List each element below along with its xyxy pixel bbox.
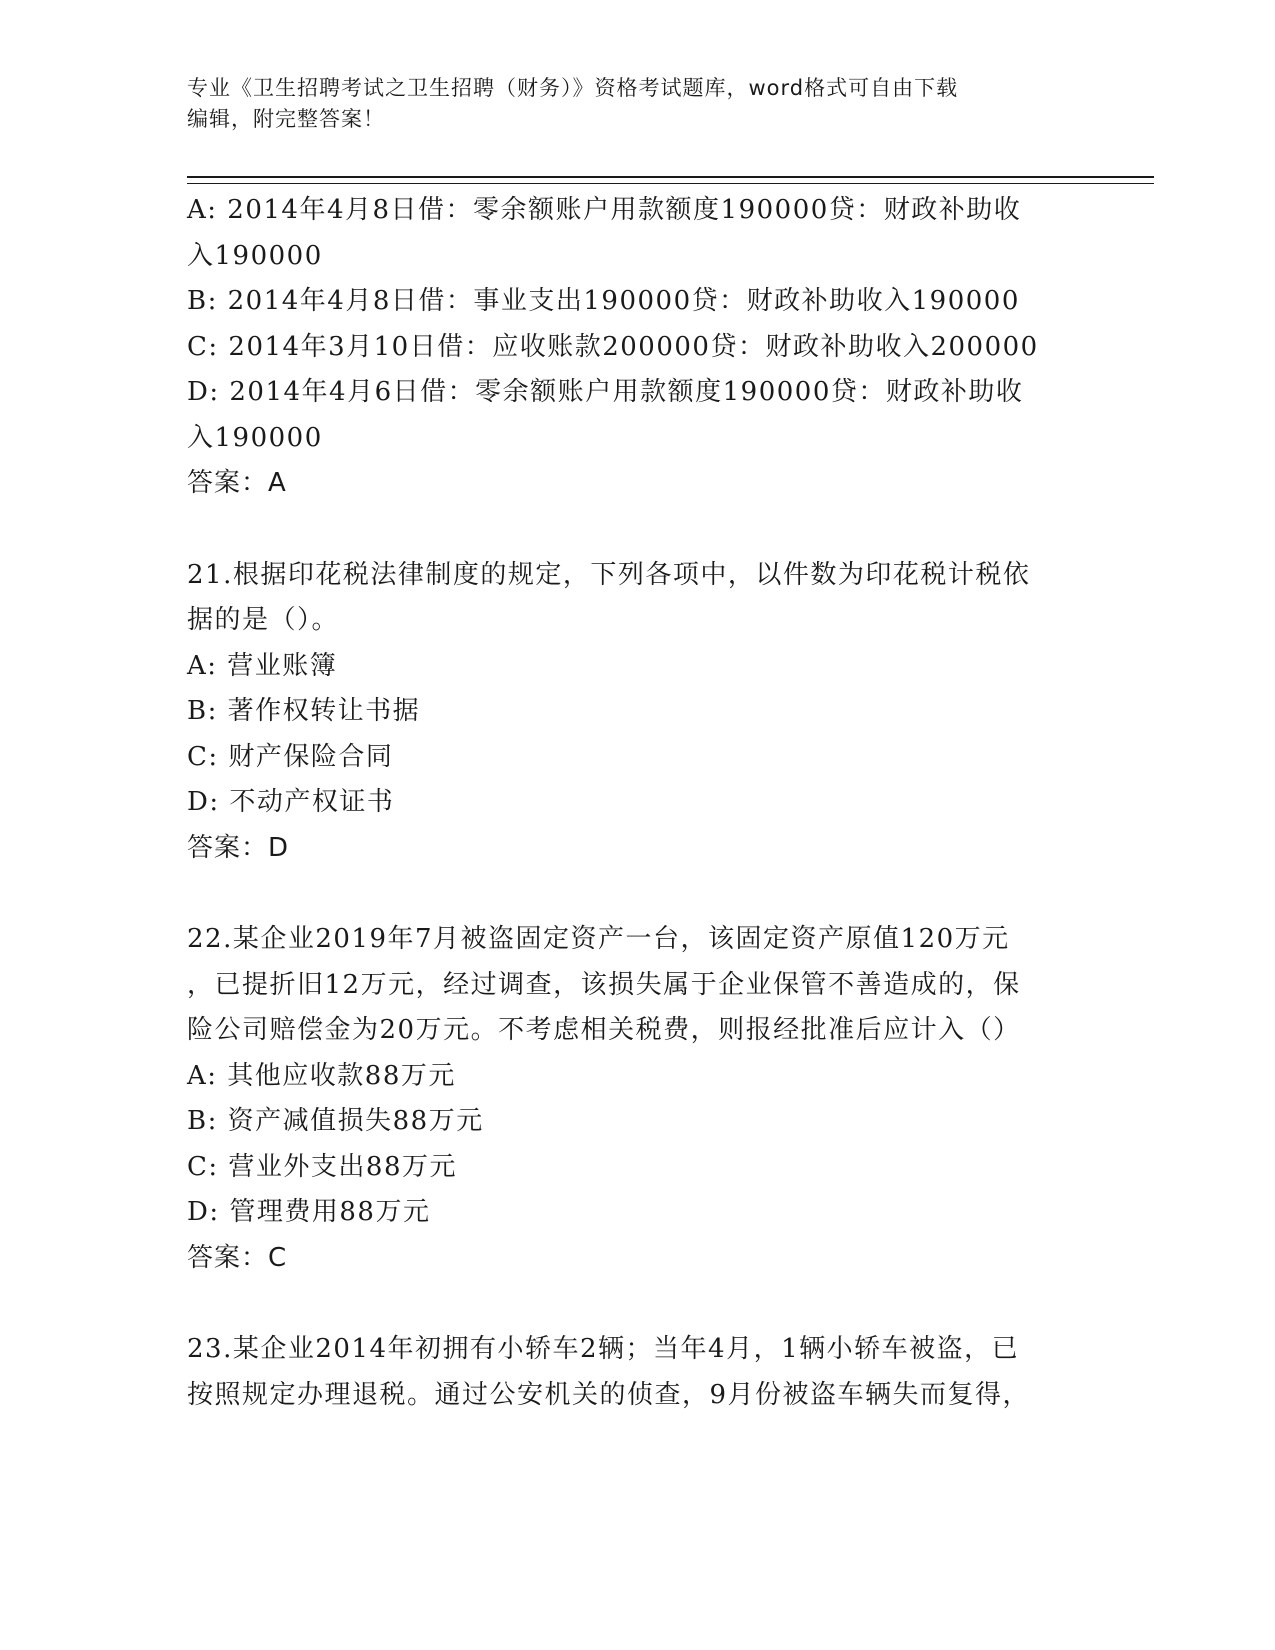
document-header [187, 73, 1067, 135]
q23-stem-line-1: 23.某企业2014年初拥有小轿车2辆；当年4月，1辆小轿车被盗，已 [187, 1334, 1020, 1364]
header-divider-thick [187, 176, 1154, 178]
q21-stem-line-1: 21.根据印花税法律制度的规定，下列各项中，以件数为印花税计税依 [187, 559, 1031, 590]
q22-option-b: B: 资产减值损失88万元 [187, 1106, 484, 1136]
q21-stem-line-2: 据的是（）。 [187, 605, 340, 635]
q21-answer: 答案：D [187, 832, 290, 863]
q20-answer: 答案：A [187, 468, 287, 498]
question-list [187, 188, 1087, 1418]
q22-option-d: D: 管理费用88万元 [187, 1197, 431, 1227]
question-22 [187, 917, 1087, 1281]
q20-option-c: C: 2014年3月10日借：应收账款200000贷：财政补助收入200000 [187, 331, 1039, 362]
question-23 [187, 1327, 1087, 1418]
q23-stem-line-2: 按照规定办理退税。通过公安机关的侦查，9月份被盗车辆失而复得， [187, 1379, 1031, 1410]
q22-answer: 答案：C [187, 1242, 288, 1273]
q22-option-c: C: 营业外支出88万元 [187, 1151, 458, 1182]
header-line-2: 编辑，附完整答案！ [187, 107, 385, 131]
q21-option-c: C: 财产保险合同 [187, 741, 394, 772]
q21-option-b: B: 著作权转让书据 [187, 696, 421, 726]
header-line-1: 专业《卫生招聘考试之卫生招聘（财务）》资格考试题库，word格式可自由下载 [187, 76, 959, 100]
question-20-options [187, 188, 1087, 507]
q22-stem-line-3: 险公司赔偿金为20万元。不考虑相关税费，则报经批准后应计入（） [187, 1015, 1021, 1045]
q22-stem-line-1: 22.某企业2019年7月被盗固定资产一台，该固定资产原值120万元 [187, 924, 1010, 954]
q20-option-b: B: 2014年4月8日借：事业支出190000贷：财政补助收入190000 [187, 286, 1020, 316]
q20-option-d-line-2: 入190000 [187, 422, 323, 453]
q21-option-d: D: 不动产权证书 [187, 787, 395, 817]
q22-option-a: A: 其他应收款88万元 [187, 1060, 456, 1091]
header-divider-thin [187, 183, 1154, 184]
q20-option-a-line-2: 入190000 [187, 240, 323, 271]
q20-option-a-line-1: A: 2014年4月8日借：零余额账户用款额度190000贷：财政补助收 [187, 195, 1022, 225]
q21-option-a: A: 营业账簿 [187, 650, 338, 681]
question-21 [187, 553, 1087, 872]
q20-option-d-line-1: D: 2014年4月6日借：零余额账户用款额度190000贷：财政补助收 [187, 377, 1024, 407]
q22-stem-line-2: ，已提折旧12万元，经过调查，该损失属于企业保管不善造成的，保 [187, 969, 1021, 1000]
